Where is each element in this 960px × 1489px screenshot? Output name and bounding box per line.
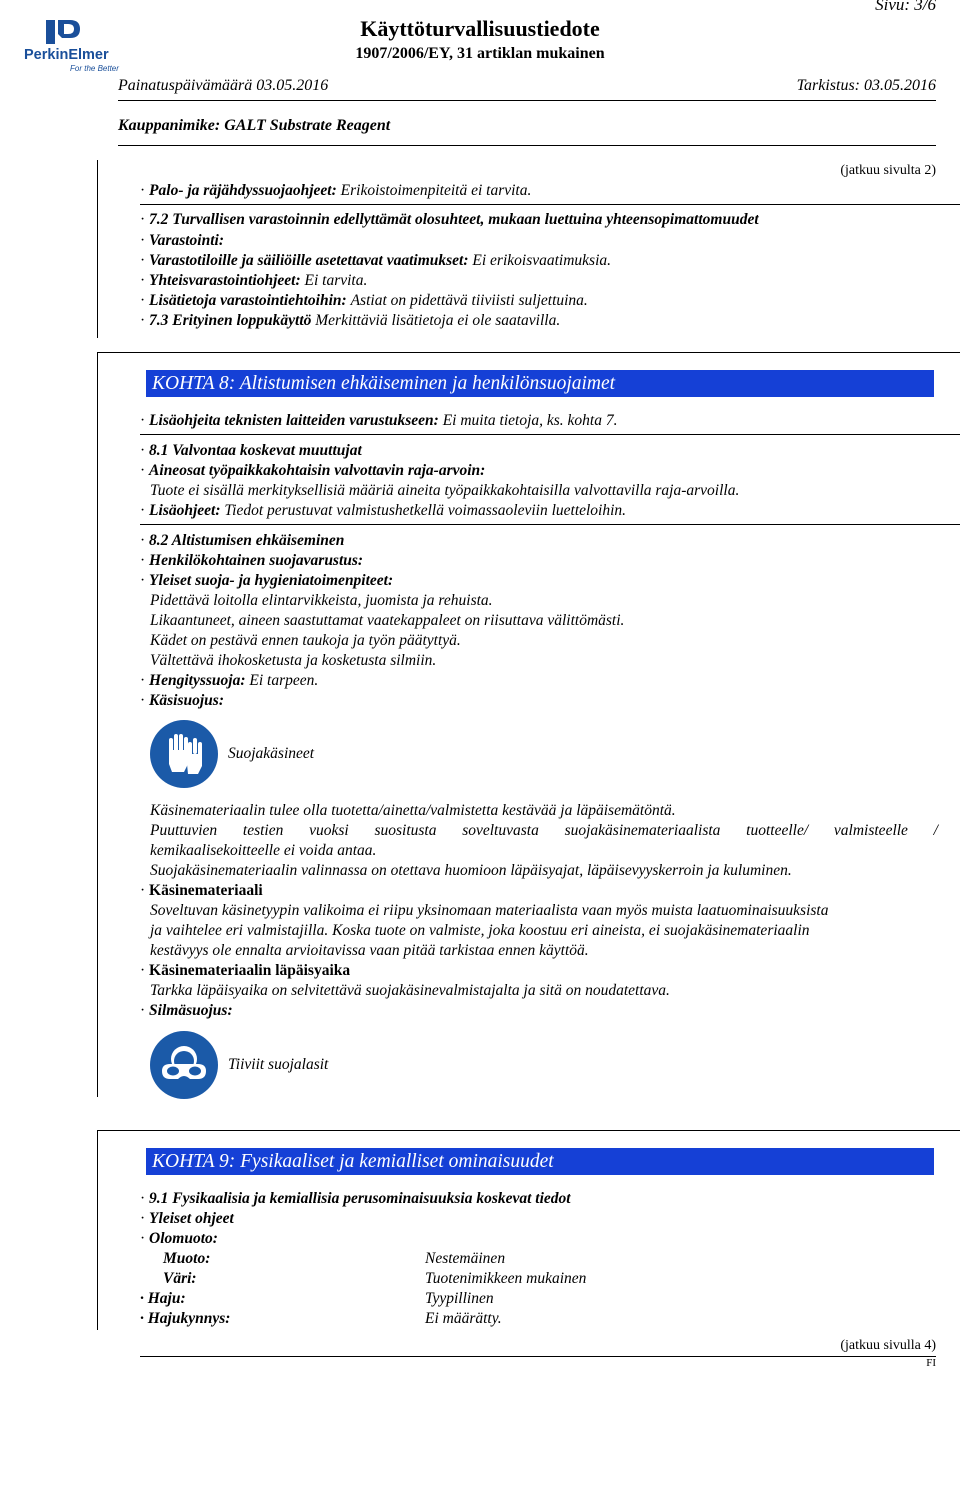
- penetration-row: · Käsinemateriaalin läpäisyaika: [140, 962, 351, 979]
- section-divider: [140, 204, 960, 205]
- additional-label: Lisäohjeet:: [149, 502, 221, 519]
- gloves-pictogram-icon: [150, 720, 218, 788]
- goggles-pictogram-icon: [150, 1031, 218, 1099]
- glove-material-text: Soveltuvan käsinetyypin valikoima ei riipu yksinomaan materiaalista vaan myös muista laatuominaisuuksista: [150, 902, 829, 919]
- hygiene-row: · Yleiset suoja- ja hygieniatoimenpiteet:: [140, 572, 394, 589]
- general-row: · Yleiset ohjeet: [140, 1210, 234, 1227]
- header-divider: [118, 100, 936, 101]
- subsection-7-3: · 7.3 Erityinen loppukäyttö Merkittäviä lisätietoja ei ole saatavilla.: [140, 312, 561, 329]
- hand-text: Käsinemateriaalin tulee olla tuotetta/ainetta/valmistetta kestävää ja läpäisemätöntä.: [150, 802, 676, 819]
- penetration-text: Tarkka läpäisyaika on selvitettävä suojakäsinevalmistajalta ja sitä on noudatettava.: [150, 982, 670, 999]
- appearance-row: · Olomuoto:: [140, 1230, 218, 1247]
- section-8-left-line: [97, 352, 98, 1097]
- section-9-top-line: [97, 1130, 960, 1131]
- subsection-8-1: · 8.1 Valvontaa koskevat muuttujat: [140, 442, 362, 459]
- tech-equipment-row: · Lisäohjeita teknisten laitteiden varustukseen: Ei muita tietoja, ks. kohta 7.: [140, 412, 618, 429]
- fire-protection-row: · Palo- ja räjähdyssuojaohjeet: Erikoistoimenpiteitä ei tarvita.: [140, 182, 532, 199]
- requirements-label: Varastotiloille ja säiliöille asetettavat vaatimukset:: [149, 252, 469, 269]
- header-divider-2: [118, 145, 936, 146]
- ingredients-label: Aineosat työpaikkakohtaisin valvottavin raja-arvoin:: [149, 462, 486, 479]
- section-divider: [140, 434, 960, 435]
- odour-label: Haju:: [147, 1290, 186, 1307]
- logo-tagline: For the Better: [70, 64, 119, 73]
- hygiene-label: Yleiset suoja- ja hygieniatoimenpiteet:: [149, 572, 394, 589]
- trade-name: Kauppanimike: GALT Substrate Reagent: [118, 117, 391, 134]
- document-title: Käyttöturvallisuustiedote: [360, 16, 600, 41]
- storage-info-value: Astiat on pidettävä tiiviisti suljettuina.: [350, 292, 588, 309]
- tech-value: Ei muita tietoja, ks. kohta 7.: [442, 412, 618, 429]
- respiratory-label: Hengityssuoja:: [149, 672, 246, 689]
- section-9-left-line: [97, 1130, 98, 1330]
- property-label: Muoto:: [163, 1250, 211, 1267]
- property-value: Ei määrätty.: [425, 1310, 502, 1327]
- fire-value: Erikoistoimenpiteitä ei tarvita.: [340, 182, 532, 199]
- hygiene-line: Pidettävä loitolla elintarvikkeista, juomista ja rehuista.: [150, 592, 493, 609]
- glove-material-text: kestävyys ole ennalta arvioitavissa vaan pitää tarkistaa ennen käyttöä.: [150, 942, 589, 959]
- logo-wordmark: PerkinElmer: [24, 47, 109, 63]
- hygiene-line: Kädet on pestävä ennen taukoja ja työn päätyttyä.: [150, 632, 461, 649]
- joint-storage-row: · Yhteisvarastointiohjeet: Ei tarvita.: [140, 272, 368, 289]
- eye-protection-label: Silmäsuojus:: [149, 1002, 233, 1019]
- storage-info-row: · Lisätietoja varastointiehtoihin: Astiat on pidettävä tiiviisti suljettuina.: [140, 292, 588, 309]
- storage-row: · Varastointi:: [140, 232, 224, 249]
- storage-info-label: Lisätietoja varastointiehtoihin:: [149, 292, 347, 309]
- revision-date: Tarkistus: 03.05.2016: [796, 77, 936, 94]
- property-value: Nestemäinen: [425, 1250, 506, 1267]
- penetration-label: Käsinemateriaalin läpäisyaika: [149, 962, 351, 979]
- odour-threshold-label: Hajukynnys:: [147, 1310, 231, 1327]
- ingredients-row: · Aineosat työpaikkakohtaisin valvottavin raja-arvoin:: [140, 462, 486, 479]
- property-value: Tuotenimikkeen mukainen: [425, 1270, 587, 1287]
- left-margin-line: [97, 160, 98, 338]
- language-code: FI: [926, 1357, 936, 1369]
- section-8-top-line: [97, 352, 960, 353]
- additional-value: Tiedot perustuvat valmistushetkellä voimassaoleviin luetteloihin.: [224, 502, 627, 519]
- document-regulation: 1907/2006/EY, 31 artiklan mukainen: [355, 45, 605, 62]
- joint-storage-value: Ei tarvita.: [304, 272, 368, 289]
- hand-protection-label: Käsisuojus:: [149, 692, 224, 709]
- goggles-caption: Tiiviit suojalasit: [228, 1056, 329, 1073]
- section-9-banner: KOHTA 9: Fysikaaliset ja kemialliset ominaisuudet: [146, 1148, 934, 1175]
- fire-label: Palo- ja räjähdyssuojaohjeet:: [149, 182, 337, 199]
- subsection-7-2: · 7.2 Turvallisen varastoinnin edellyttämät olosuhteet, mukaan luettuina yhteensopimattomuudet: [140, 211, 759, 228]
- subsection-7-3-value: Merkittäviä lisätietoja ei ole saatavilla.: [315, 312, 561, 329]
- eye-protection-row: · Silmäsuojus:: [140, 1002, 233, 1019]
- continued-to: (jatkuu sivulla 4): [840, 1338, 936, 1353]
- hand-protection-row: · Käsisuojus:: [140, 692, 224, 709]
- ingredients-text: Tuote ei sisällä merkityksellisiä määriä aineita työpaikkakohtaisilla valvottavilla raja-arvoilla.: [150, 482, 740, 499]
- subsection-8-2-title: 8.2 Altistumisen ehkäiseminen: [149, 532, 345, 549]
- hand-text: Suojakäsinemateriaalin valinnassa on otettava huomioon läpäisyajat, läpäisevyyskerroin ja kuluminen.: [150, 862, 792, 879]
- section-8-banner: KOHTA 8: Altistumisen ehkäiseminen ja henkilönsuojaimet: [146, 370, 934, 397]
- section-divider: [140, 524, 960, 525]
- appearance-label: Olomuoto:: [149, 1230, 218, 1247]
- container-requirements-row: · Varastotiloille ja säiliöille asetettavat vaatimukset: Ei erikoisvaatimuksia.: [140, 252, 612, 269]
- property-value: Tyypillinen: [425, 1290, 494, 1307]
- subsection-9-1-title: 9.1 Fysikaalisia ja kemiallisia perusominaisuuksia koskevat tiedot: [149, 1190, 571, 1207]
- hand-text: Puuttuvien testien vuoksi suositusta soveltuvasta suojakäsinemateriaalista tuotteelle/ valmisteelle /: [150, 822, 938, 839]
- subsection-9-1: · 9.1 Fysikaalisia ja kemiallisia perusominaisuuksia koskevat tiedot: [140, 1190, 571, 1207]
- hygiene-line: Likaantuneet, aineen saastuttamat vaatekappaleet on riisuttava välittömästi.: [150, 612, 625, 629]
- print-date: Painatuspäivämäärä 03.05.2016: [118, 77, 329, 94]
- glove-material-text: ja vaihtelee eri valmistajilla. Koska tuote on valmiste, joka koostuu eri aineista, ei suojakäsinemateriaalin: [150, 922, 810, 939]
- requirements-value: Ei erikoisvaatimuksia.: [472, 252, 612, 269]
- continued-from: (jatkuu sivulta 2): [840, 163, 936, 178]
- page-number: Sivu: 3/6: [875, 0, 936, 14]
- ppe-row: · Henkilökohtainen suojavarustus:: [140, 552, 364, 569]
- storage-label: Varastointi:: [149, 232, 224, 249]
- hand-text: kemikaalisekoitteelle ei voida antaa.: [150, 842, 377, 859]
- subsection-7-3-label: 7.3 Erityinen loppukäyttö: [149, 312, 312, 329]
- respiratory-value: Ei tarpeen.: [249, 672, 319, 689]
- general-label: Yleiset ohjeet: [149, 1210, 234, 1227]
- additional-info-row: · Lisäohjeet: Tiedot perustuvat valmistushetkellä voimassaoleviin luetteloihin.: [140, 502, 627, 519]
- property-label: · Haju:: [140, 1290, 186, 1307]
- hygiene-line: Vältettävä ihokosketusta ja kosketusta silmiin.: [150, 652, 437, 669]
- subsection-8-1-title: 8.1 Valvontaa koskevat muuttujat: [149, 442, 362, 459]
- joint-storage-label: Yhteisvarastointiohjeet:: [149, 272, 301, 289]
- property-label: · Hajukynnys:: [140, 1310, 231, 1327]
- ppe-label: Henkilökohtainen suojavarustus:: [149, 552, 364, 569]
- glove-material-label: Käsinemateriaali: [149, 882, 263, 899]
- subsection-8-2: · 8.2 Altistumisen ehkäiseminen: [140, 532, 345, 549]
- subsection-7-2-title: 7.2 Turvallisen varastoinnin edellyttämät olosuhteet, mukaan luettuina yhteensopimattomuudet: [149, 211, 759, 228]
- respiratory-row: · Hengityssuoja: Ei tarpeen.: [140, 672, 319, 689]
- gloves-caption: Suojakäsineet: [228, 745, 315, 762]
- glove-material-row: · Käsinemateriaali: [140, 882, 263, 899]
- tech-label: Lisäohjeita teknisten laitteiden varustukseen:: [149, 412, 439, 429]
- footer-line: [140, 1356, 936, 1357]
- property-label: Väri:: [163, 1270, 197, 1287]
